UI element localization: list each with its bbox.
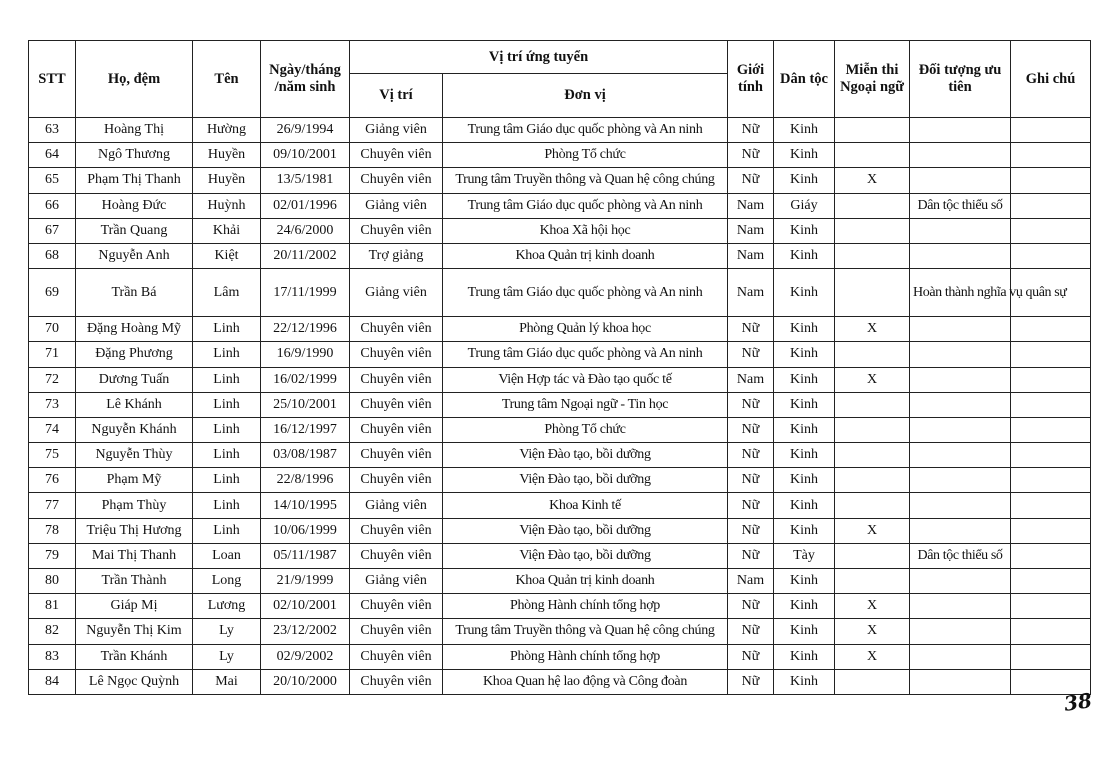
cell-ghi-chu	[1011, 543, 1091, 568]
cell-stt: 81	[29, 594, 76, 619]
cell-ten: Linh	[193, 493, 261, 518]
cell-ten: Loan	[193, 543, 261, 568]
cell-don-vi: Trung tâm Ngoại ngữ - Tin học	[443, 392, 728, 417]
cell-ho-dem: Đặng Hoàng Mỹ	[76, 317, 193, 342]
cell-don-vi: Khoa Quản trị kinh doanh	[443, 569, 728, 594]
cell-mien-thi	[835, 468, 910, 493]
cell-ho-dem: Nguyễn Anh	[76, 243, 193, 268]
cell-ten: Linh	[193, 443, 261, 468]
cell-ngay-sinh: 02/01/1996	[261, 193, 350, 218]
cell-don-vi: Viện Hợp tác và Đào tạo quốc tế	[443, 367, 728, 392]
cell-vi-tri: Giảng viên	[350, 193, 443, 218]
cell-mien-thi: X	[835, 644, 910, 669]
cell-ho-dem: Hoàng Đức	[76, 193, 193, 218]
cell-vi-tri: Chuyên viên	[350, 218, 443, 243]
cell-mien-thi	[835, 218, 910, 243]
cell-stt: 79	[29, 543, 76, 568]
cell-ghi-chu	[1011, 417, 1091, 442]
cell-mien-thi: X	[835, 619, 910, 644]
cell-ghi-chu	[1011, 367, 1091, 392]
cell-ngay-sinh: 21/9/1999	[261, 569, 350, 594]
cell-doi-tuong: Hoàn thành nghĩa vụ quân sự	[910, 269, 1011, 317]
table-row	[29, 367, 1091, 392]
cell-mien-thi	[835, 569, 910, 594]
cell-don-vi: Phòng Tổ chức	[443, 143, 728, 168]
cell-stt: 66	[29, 193, 76, 218]
header-ngay-sinh: Ngày/tháng /năm sinh	[261, 41, 350, 118]
cell-dan-toc: Kinh	[774, 243, 835, 268]
cell-gioi-tinh: Nam	[728, 569, 774, 594]
cell-vi-tri: Trợ giảng	[350, 243, 443, 268]
cell-doi-tuong	[910, 443, 1011, 468]
cell-dan-toc: Tày	[774, 543, 835, 568]
cell-vi-tri: Giảng viên	[350, 493, 443, 518]
cell-don-vi: Phòng Hành chính tổng hợp	[443, 594, 728, 619]
cell-ngay-sinh: 09/10/2001	[261, 143, 350, 168]
table-row	[29, 269, 1091, 317]
table-row	[29, 168, 1091, 193]
cell-ho-dem: Mai Thị Thanh	[76, 543, 193, 568]
table-row	[29, 417, 1091, 442]
header-don-vi: Đơn vị	[443, 74, 728, 118]
cell-doi-tuong	[910, 594, 1011, 619]
cell-vi-tri: Chuyên viên	[350, 317, 443, 342]
cell-gioi-tinh: Nữ	[728, 317, 774, 342]
cell-doi-tuong	[910, 468, 1011, 493]
cell-dan-toc: Kinh	[774, 317, 835, 342]
cell-mien-thi: X	[835, 367, 910, 392]
cell-ten: Kiệt	[193, 243, 261, 268]
cell-don-vi: Khoa Kinh tế	[443, 493, 728, 518]
cell-vi-tri: Chuyên viên	[350, 594, 443, 619]
cell-stt: 75	[29, 443, 76, 468]
cell-doi-tuong	[910, 143, 1011, 168]
cell-gioi-tinh: Nữ	[728, 417, 774, 442]
cell-mien-thi	[835, 493, 910, 518]
cell-vi-tri: Chuyên viên	[350, 468, 443, 493]
cell-ten: Huyền	[193, 168, 261, 193]
cell-dan-toc: Kinh	[774, 417, 835, 442]
header-mien-thi: Miễn thi Ngoại ngữ	[835, 41, 910, 118]
cell-stt: 67	[29, 218, 76, 243]
header-ghi-chu: Ghi chú	[1011, 41, 1091, 118]
cell-ngay-sinh: 20/11/2002	[261, 243, 350, 268]
cell-dan-toc: Kinh	[774, 619, 835, 644]
cell-doi-tuong: Dân tộc thiểu số	[910, 193, 1011, 218]
cell-ten: Huỳnh	[193, 193, 261, 218]
cell-gioi-tinh: Nam	[728, 193, 774, 218]
cell-dan-toc: Kinh	[774, 644, 835, 669]
cell-mien-thi	[835, 669, 910, 694]
cell-dan-toc: Kinh	[774, 392, 835, 417]
cell-dan-toc: Giáy	[774, 193, 835, 218]
cell-mien-thi: X	[835, 317, 910, 342]
cell-ghi-chu	[1011, 594, 1091, 619]
cell-don-vi: Phòng Quản lý khoa học	[443, 317, 728, 342]
cell-mien-thi	[835, 543, 910, 568]
cell-stt: 82	[29, 619, 76, 644]
table-row	[29, 342, 1091, 367]
cell-ngay-sinh: 02/9/2002	[261, 644, 350, 669]
table-row	[29, 468, 1091, 493]
cell-mien-thi: X	[835, 518, 910, 543]
cell-ten: Linh	[193, 417, 261, 442]
cell-dan-toc: Kinh	[774, 118, 835, 143]
cell-vi-tri: Chuyên viên	[350, 143, 443, 168]
cell-stt: 68	[29, 243, 76, 268]
cell-doi-tuong	[910, 218, 1011, 243]
cell-ghi-chu	[1011, 193, 1091, 218]
cell-dan-toc: Kinh	[774, 218, 835, 243]
cell-ho-dem: Đặng Phương	[76, 342, 193, 367]
cell-ho-dem: Lê Khánh	[76, 392, 193, 417]
cell-ho-dem: Dương Tuấn	[76, 367, 193, 392]
cell-dan-toc: Kinh	[774, 143, 835, 168]
cell-mien-thi	[835, 118, 910, 143]
cell-ten: Linh	[193, 367, 261, 392]
cell-ten: Linh	[193, 392, 261, 417]
cell-vi-tri: Chuyên viên	[350, 619, 443, 644]
cell-ho-dem: Giáp Mị	[76, 594, 193, 619]
table-row	[29, 518, 1091, 543]
cell-ghi-chu	[1011, 243, 1091, 268]
cell-vi-tri: Giảng viên	[350, 569, 443, 594]
cell-mien-thi	[835, 269, 910, 317]
cell-doi-tuong	[910, 392, 1011, 417]
cell-vi-tri: Chuyên viên	[350, 543, 443, 568]
cell-ho-dem: Nguyễn Khánh	[76, 417, 193, 442]
cell-stt: 72	[29, 367, 76, 392]
cell-ngay-sinh: 22/8/1996	[261, 468, 350, 493]
cell-dan-toc: Kinh	[774, 594, 835, 619]
table-row	[29, 392, 1091, 417]
cell-gioi-tinh: Nam	[728, 269, 774, 317]
cell-dan-toc: Kinh	[774, 468, 835, 493]
table-row	[29, 644, 1091, 669]
cell-stt: 64	[29, 143, 76, 168]
cell-don-vi: Viện Đào tạo, bồi dưỡng	[443, 543, 728, 568]
cell-ghi-chu	[1011, 168, 1091, 193]
cell-ghi-chu	[1011, 143, 1091, 168]
cell-ghi-chu	[1011, 392, 1091, 417]
cell-dan-toc: Kinh	[774, 269, 835, 317]
table-row	[29, 669, 1091, 694]
cell-ghi-chu	[1011, 218, 1091, 243]
cell-vi-tri: Chuyên viên	[350, 417, 443, 442]
table-row	[29, 594, 1091, 619]
cell-gioi-tinh: Nam	[728, 367, 774, 392]
cell-ho-dem: Phạm Thùy	[76, 493, 193, 518]
cell-ghi-chu	[1011, 342, 1091, 367]
cell-stt: 63	[29, 118, 76, 143]
table-row	[29, 243, 1091, 268]
cell-dan-toc: Kinh	[774, 493, 835, 518]
cell-ghi-chu	[1011, 468, 1091, 493]
cell-ho-dem: Phạm Mỹ	[76, 468, 193, 493]
cell-gioi-tinh: Nam	[728, 218, 774, 243]
cell-stt: 76	[29, 468, 76, 493]
cell-stt: 69	[29, 269, 76, 317]
cell-ghi-chu	[1011, 569, 1091, 594]
cell-doi-tuong	[910, 619, 1011, 644]
cell-doi-tuong	[910, 569, 1011, 594]
cell-doi-tuong	[910, 644, 1011, 669]
cell-stt: 83	[29, 644, 76, 669]
header-ten: Tên	[193, 41, 261, 118]
header-vi-tri-ung-tuyen: Vị trí ứng tuyển	[350, 41, 728, 74]
cell-mien-thi: X	[835, 594, 910, 619]
cell-gioi-tinh: Nữ	[728, 594, 774, 619]
cell-stt: 78	[29, 518, 76, 543]
cell-doi-tuong	[910, 118, 1011, 143]
cell-ghi-chu	[1011, 493, 1091, 518]
cell-ten: Huyền	[193, 143, 261, 168]
cell-ho-dem: Hoàng Thị	[76, 118, 193, 143]
table-row	[29, 619, 1091, 644]
cell-ngay-sinh: 03/08/1987	[261, 443, 350, 468]
cell-ten: Long	[193, 569, 261, 594]
cell-doi-tuong: Dân tộc thiểu số	[910, 543, 1011, 568]
cell-doi-tuong	[910, 243, 1011, 268]
cell-doi-tuong	[910, 317, 1011, 342]
cell-dan-toc: Kinh	[774, 518, 835, 543]
cell-ten: Linh	[193, 518, 261, 543]
cell-doi-tuong	[910, 518, 1011, 543]
cell-gioi-tinh: Nữ	[728, 644, 774, 669]
cell-dan-toc: Kinh	[774, 443, 835, 468]
cell-ho-dem: Triệu Thị Hương	[76, 518, 193, 543]
cell-ngay-sinh: 14/10/1995	[261, 493, 350, 518]
header-gioi-tinh: Giới tính	[728, 41, 774, 118]
cell-vi-tri: Chuyên viên	[350, 392, 443, 417]
cell-mien-thi	[835, 342, 910, 367]
cell-dan-toc: Kinh	[774, 669, 835, 694]
cell-ten: Lương	[193, 594, 261, 619]
cell-don-vi: Trung tâm Giáo dục quốc phòng và An ninh	[443, 269, 728, 317]
cell-stt: 70	[29, 317, 76, 342]
cell-ghi-chu	[1011, 619, 1091, 644]
cell-ten: Hường	[193, 118, 261, 143]
cell-ngay-sinh: 23/12/2002	[261, 619, 350, 644]
cell-mien-thi	[835, 143, 910, 168]
cell-ghi-chu	[1011, 118, 1091, 143]
cell-vi-tri: Chuyên viên	[350, 342, 443, 367]
cell-stt: 74	[29, 417, 76, 442]
cell-gioi-tinh: Nữ	[728, 143, 774, 168]
table-row	[29, 118, 1091, 143]
cell-ho-dem: Lê Ngọc Quỳnh	[76, 669, 193, 694]
cell-stt: 77	[29, 493, 76, 518]
cell-dan-toc: Kinh	[774, 367, 835, 392]
cell-ho-dem: Nguyễn Thùy	[76, 443, 193, 468]
cell-gioi-tinh: Nữ	[728, 543, 774, 568]
cell-ho-dem: Trần Thành	[76, 569, 193, 594]
cell-ngay-sinh: 17/11/1999	[261, 269, 350, 317]
cell-gioi-tinh: Nữ	[728, 118, 774, 143]
header-ho-dem: Họ, đệm	[76, 41, 193, 118]
cell-ho-dem: Nguyễn Thị Kim	[76, 619, 193, 644]
cell-gioi-tinh: Nữ	[728, 392, 774, 417]
table-row	[29, 543, 1091, 568]
cell-ten: Ly	[193, 619, 261, 644]
cell-ten: Linh	[193, 468, 261, 493]
cell-ngay-sinh: 24/6/2000	[261, 218, 350, 243]
cell-vi-tri: Chuyên viên	[350, 168, 443, 193]
cell-don-vi: Viện Đào tạo, bồi dưỡng	[443, 518, 728, 543]
cell-stt: 84	[29, 669, 76, 694]
cell-vi-tri: Chuyên viên	[350, 443, 443, 468]
cell-gioi-tinh: Nữ	[728, 168, 774, 193]
table-row	[29, 317, 1091, 342]
cell-ten: Linh	[193, 342, 261, 367]
page-number-mark: 38	[1062, 688, 1094, 716]
cell-vi-tri: Giảng viên	[350, 118, 443, 143]
header-doi-tuong: Đối tượng ưu tiên	[910, 41, 1011, 118]
cell-stt: 80	[29, 569, 76, 594]
cell-mien-thi: X	[835, 168, 910, 193]
cell-gioi-tinh: Nữ	[728, 518, 774, 543]
cell-don-vi: Phòng Hành chính tổng hợp	[443, 644, 728, 669]
cell-gioi-tinh: Nữ	[728, 468, 774, 493]
cell-ngay-sinh: 13/5/1981	[261, 168, 350, 193]
table-row	[29, 443, 1091, 468]
cell-doi-tuong	[910, 493, 1011, 518]
cell-gioi-tinh: Nam	[728, 243, 774, 268]
cell-ngay-sinh: 10/06/1999	[261, 518, 350, 543]
cell-don-vi: Viện Đào tạo, bồi dưỡng	[443, 468, 728, 493]
table-row	[29, 143, 1091, 168]
cell-don-vi: Trung tâm Truyền thông và Quan hệ công chúng	[443, 619, 728, 644]
cell-gioi-tinh: Nữ	[728, 619, 774, 644]
table-row	[29, 569, 1091, 594]
cell-ngay-sinh: 05/11/1987	[261, 543, 350, 568]
cell-ten: Ly	[193, 644, 261, 669]
cell-ten: Linh	[193, 317, 261, 342]
cell-ghi-chu	[1011, 317, 1091, 342]
cell-don-vi: Trung tâm Truyền thông và Quan hệ công chúng	[443, 168, 728, 193]
cell-gioi-tinh: Nữ	[728, 669, 774, 694]
cell-ngay-sinh: 25/10/2001	[261, 392, 350, 417]
table-body	[29, 118, 1091, 695]
cell-don-vi: Khoa Xã hội học	[443, 218, 728, 243]
cell-don-vi: Trung tâm Giáo dục quốc phòng và An ninh	[443, 193, 728, 218]
cell-ngay-sinh: 02/10/2001	[261, 594, 350, 619]
cell-don-vi: Khoa Quan hệ lao động và Công đoàn	[443, 669, 728, 694]
cell-vi-tri: Chuyên viên	[350, 644, 443, 669]
cell-ngay-sinh: 26/9/1994	[261, 118, 350, 143]
table-row	[29, 193, 1091, 218]
cell-mien-thi	[835, 417, 910, 442]
cell-ten: Mai	[193, 669, 261, 694]
cell-ghi-chu	[1011, 518, 1091, 543]
cell-gioi-tinh: Nữ	[728, 493, 774, 518]
cell-ngay-sinh: 16/12/1997	[261, 417, 350, 442]
cell-vi-tri: Chuyên viên	[350, 367, 443, 392]
cell-stt: 65	[29, 168, 76, 193]
cell-doi-tuong	[910, 417, 1011, 442]
cell-dan-toc: Kinh	[774, 342, 835, 367]
header-stt: STT	[29, 41, 76, 118]
table-row	[29, 218, 1091, 243]
cell-don-vi: Viện Đào tạo, bồi dưỡng	[443, 443, 728, 468]
cell-vi-tri: Giảng viên	[350, 269, 443, 317]
cell-dan-toc: Kinh	[774, 569, 835, 594]
cell-doi-tuong	[910, 367, 1011, 392]
cell-dan-toc: Kinh	[774, 168, 835, 193]
cell-don-vi: Khoa Quản trị kinh doanh	[443, 243, 728, 268]
header-vi-tri: Vị trí	[350, 74, 443, 118]
cell-doi-tuong	[910, 342, 1011, 367]
cell-ho-dem: Trần Khánh	[76, 644, 193, 669]
cell-ngay-sinh: 16/9/1990	[261, 342, 350, 367]
cell-vi-tri: Chuyên viên	[350, 518, 443, 543]
cell-ngay-sinh: 16/02/1999	[261, 367, 350, 392]
cell-ghi-chu	[1011, 644, 1091, 669]
cell-gioi-tinh: Nữ	[728, 443, 774, 468]
cell-doi-tuong	[910, 669, 1011, 694]
cell-gioi-tinh: Nữ	[728, 342, 774, 367]
cell-ho-dem: Trần Quang	[76, 218, 193, 243]
cell-stt: 71	[29, 342, 76, 367]
cell-ho-dem: Trần Bá	[76, 269, 193, 317]
cell-don-vi: Trung tâm Giáo dục quốc phòng và An ninh	[443, 118, 728, 143]
cell-don-vi: Trung tâm Giáo dục quốc phòng và An ninh	[443, 342, 728, 367]
cell-mien-thi	[835, 443, 910, 468]
cell-ten: Khải	[193, 218, 261, 243]
cell-mien-thi	[835, 193, 910, 218]
header-dan-toc: Dân tộc	[774, 41, 835, 118]
cell-stt: 73	[29, 392, 76, 417]
table-row	[29, 493, 1091, 518]
cell-mien-thi	[835, 392, 910, 417]
cell-ho-dem: Ngô Thương	[76, 143, 193, 168]
cell-ho-dem: Phạm Thị Thanh	[76, 168, 193, 193]
candidate-table	[28, 40, 1091, 695]
cell-mien-thi	[835, 243, 910, 268]
cell-ghi-chu	[1011, 443, 1091, 468]
cell-ngay-sinh: 20/10/2000	[261, 669, 350, 694]
cell-vi-tri: Chuyên viên	[350, 669, 443, 694]
cell-doi-tuong	[910, 168, 1011, 193]
cell-ngay-sinh: 22/12/1996	[261, 317, 350, 342]
cell-don-vi: Phòng Tổ chức	[443, 417, 728, 442]
cell-ten: Lâm	[193, 269, 261, 317]
